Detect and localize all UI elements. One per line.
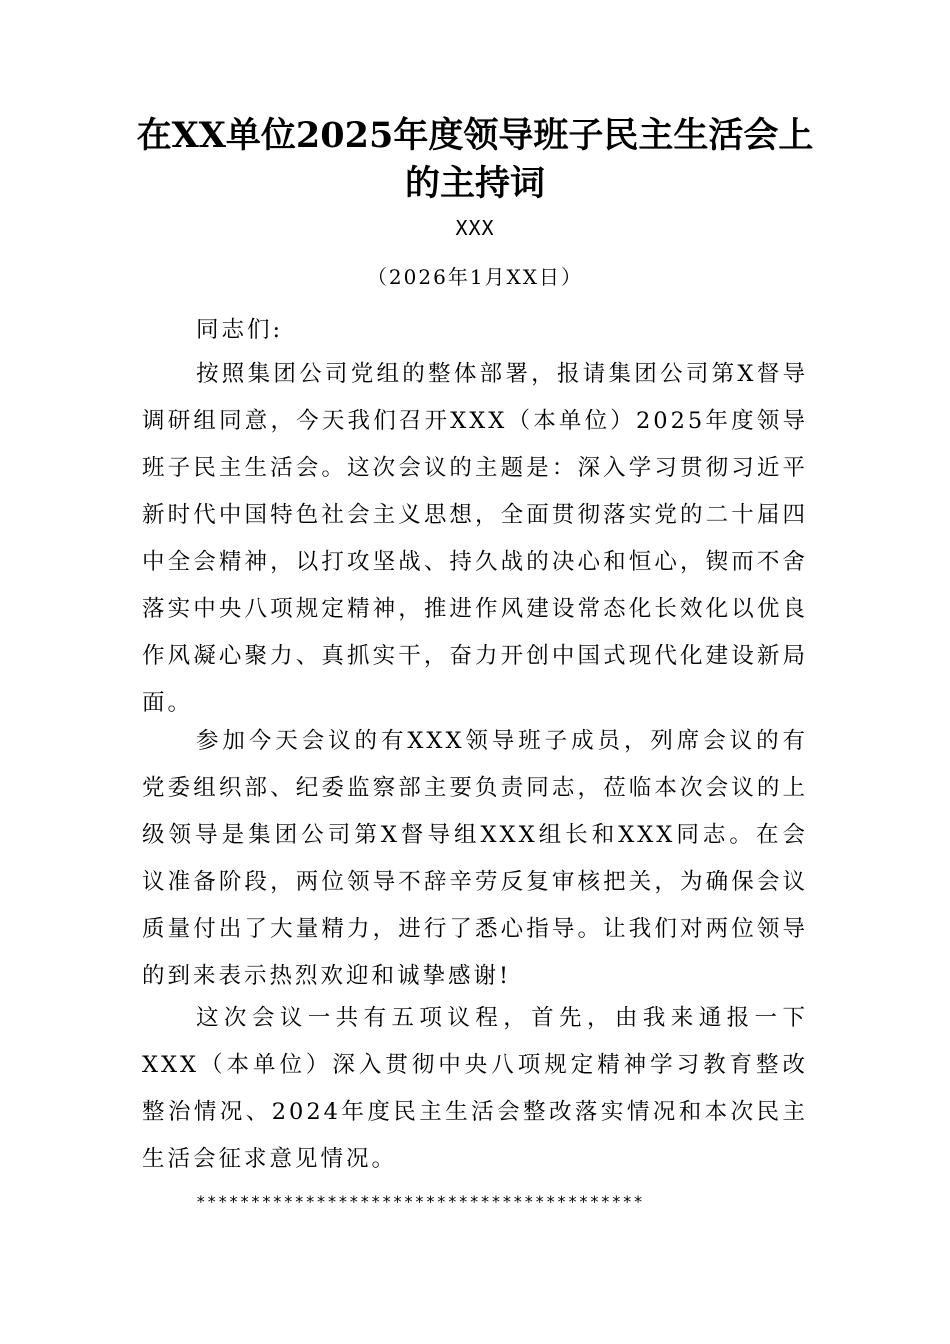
section-divider: ***************************************** — [196, 1192, 645, 1211]
paragraph-opening: 按照集团公司党组的整体部署，报请集团公司第X督导调研组同意，今天我们召开XXX（本单位）2025年度领导班子民主生活会。这次会议的主题是：深入学习贯彻习近平新时代中国特色社会主义思想，全面贯彻落实党的二十届四中全会精神，以打攻坚战、持久战的决心和恒心，锲而不舍落实中央八项规定精神，推进作风建设常态化长效化以优良作风凝心聚力、真抓实干，奋力开创中国式现代化建设新局面。 — [142, 361, 808, 716]
author-name: XXX — [455, 216, 495, 240]
document-date: （2026年1月XX日） — [366, 265, 584, 289]
paragraph-agenda: 这次会议一共有五项议程，首先，由我来通报一下XXX（本单位）深入贯彻中央八项规定精神学习教育整改整治情况、2024年度民主生活会整改落实情况和本次民主生活会征求意见情况。 — [142, 1005, 808, 1172]
salutation: 同志们: — [196, 317, 284, 343]
document-title: 在XX单位2025年度领导班子民主生活会上的主持词 — [136, 115, 814, 204]
paragraph-attendees: 参加今天会议的有XXX领导班子成员，列席会议的有党委组织部、纪委监察部主要负责同志，莅临本次会议的上级领导是集团公司第X督导组XXX组长和XXX同志。在会议准备阶段，两位领导不辞辛劳反复审核把关，为确保会议质量付出了大量精力，进行了悉心指导。让我们对两位领导的到来表示热烈欢迎和诚挚感谢! — [142, 728, 808, 989]
